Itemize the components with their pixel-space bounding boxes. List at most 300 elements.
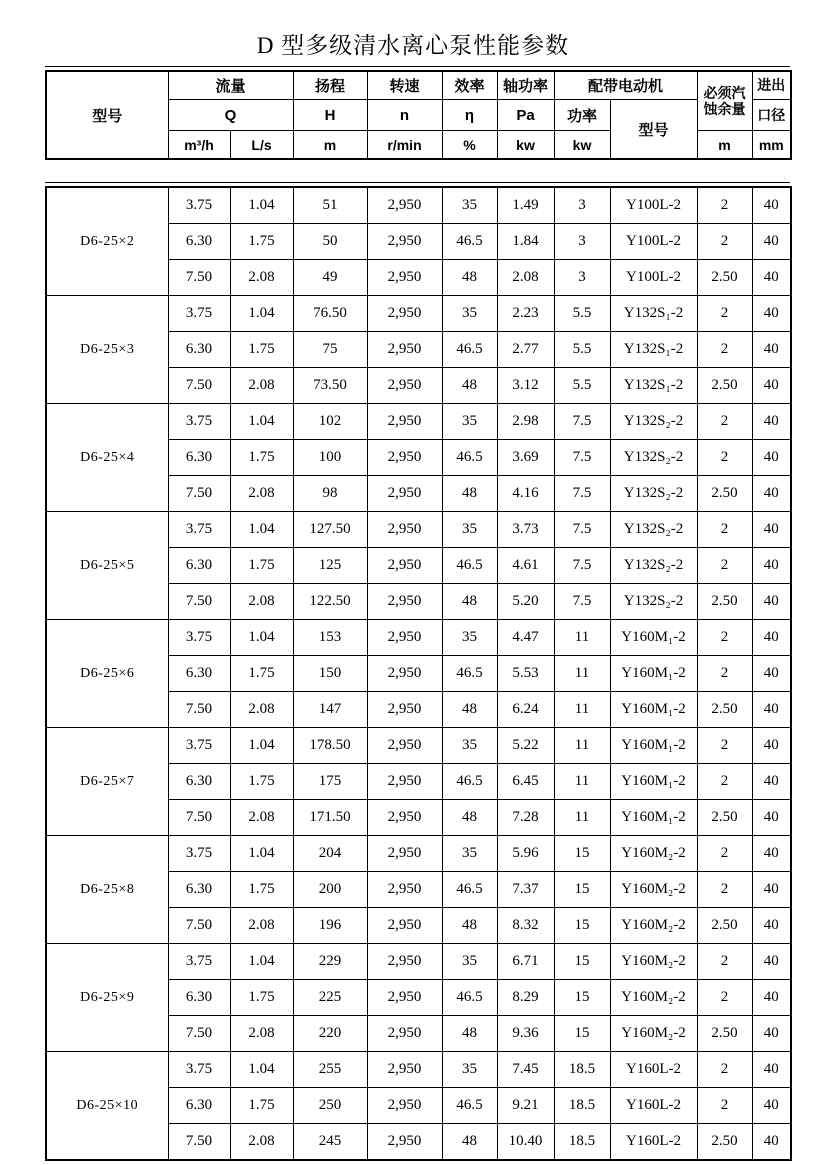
cell-flow-m3h: 3.75 [168, 1052, 230, 1088]
cell-flow-m3h: 7.50 [168, 908, 230, 944]
cell-head: 229 [293, 944, 367, 980]
npsh-label-line1: 必须汽 [703, 84, 746, 101]
cell-motor-power: 3 [554, 224, 610, 260]
cell-flow-m3h: 6.30 [168, 224, 230, 260]
cell-motor-model: Y160M₁-2 [610, 764, 697, 800]
page-title: D 型多级清水离心泵性能参数 [256, 33, 570, 58]
cell-dn: 40 [752, 656, 791, 692]
cell-dn: 40 [752, 404, 791, 440]
unit-shaft-power: kw [497, 131, 554, 160]
cell-motor-model: Y160L-2 [610, 1088, 697, 1124]
unit-npsh: m [697, 131, 752, 160]
cell-efficiency: 46.5 [442, 1088, 497, 1124]
cell-efficiency: 48 [442, 692, 497, 728]
cell-efficiency: 35 [442, 944, 497, 980]
cell-motor-power: 5.5 [554, 296, 610, 332]
cell-npsh: 2.50 [697, 476, 752, 512]
cell-flow-ls: 1.75 [230, 764, 293, 800]
cell-dn: 40 [752, 1052, 791, 1088]
header-row-1 [46, 71, 791, 100]
data-table-body [46, 187, 791, 1160]
cell-flow-ls: 1.75 [230, 1088, 293, 1124]
cell-head: 220 [293, 1016, 367, 1052]
cell-shaft-power: 7.37 [497, 872, 554, 908]
cell-head: 175 [293, 764, 367, 800]
cell-dn: 40 [752, 476, 791, 512]
cell-speed: 2,950 [367, 692, 442, 728]
cell-shaft-power: 6.71 [497, 944, 554, 980]
cell-efficiency: 35 [442, 296, 497, 332]
cell-flow-m3h: 7.50 [168, 260, 230, 296]
cell-speed: 2,950 [367, 440, 442, 476]
cell-motor-power: 15 [554, 944, 610, 980]
cell-efficiency: 35 [442, 512, 497, 548]
table-row [46, 512, 791, 548]
cell-motor-power: 18.5 [554, 1124, 610, 1161]
cell-shaft-power: 3.12 [497, 368, 554, 404]
cell-flow-ls: 1.75 [230, 224, 293, 260]
table-row [46, 404, 791, 440]
cell-motor-model: Y132S₂-2 [610, 512, 697, 548]
col-header-dn-diameter: 口径 [752, 100, 791, 131]
cell-head: 73.50 [293, 368, 367, 404]
cell-pump-model: D6-25×9 [46, 944, 168, 1052]
cell-npsh: 2 [697, 944, 752, 980]
cell-speed: 2,950 [367, 548, 442, 584]
table-row [46, 296, 791, 332]
cell-motor-power: 18.5 [554, 1052, 610, 1088]
cell-efficiency: 48 [442, 908, 497, 944]
unit-motor-power: kw [554, 131, 610, 160]
cell-efficiency: 35 [442, 1052, 497, 1088]
cell-head: 122.50 [293, 584, 367, 620]
cell-shaft-power: 7.28 [497, 800, 554, 836]
cell-efficiency: 46.5 [442, 548, 497, 584]
cell-flow-ls: 2.08 [230, 1124, 293, 1161]
cell-shaft-power: 4.61 [497, 548, 554, 584]
cell-flow-m3h: 3.75 [168, 512, 230, 548]
cell-flow-ls: 2.08 [230, 368, 293, 404]
cell-efficiency: 48 [442, 368, 497, 404]
cell-npsh: 2.50 [697, 584, 752, 620]
cell-efficiency: 48 [442, 260, 497, 296]
cell-flow-ls: 1.75 [230, 548, 293, 584]
cell-speed: 2,950 [367, 224, 442, 260]
cell-dn: 40 [752, 800, 791, 836]
cell-flow-m3h: 3.75 [168, 296, 230, 332]
cell-efficiency: 46.5 [442, 224, 497, 260]
cell-motor-power: 7.5 [554, 512, 610, 548]
cell-speed: 2,950 [367, 1124, 442, 1161]
cell-flow-m3h: 6.30 [168, 548, 230, 584]
symbol-efficiency: η [442, 100, 497, 131]
cell-motor-power: 11 [554, 656, 610, 692]
cell-flow-ls: 1.75 [230, 980, 293, 1016]
cell-dn: 40 [752, 332, 791, 368]
symbol-shaft-power: Pa [497, 100, 554, 131]
cell-pump-model: D6-25×3 [46, 296, 168, 404]
cell-flow-ls: 1.04 [230, 944, 293, 980]
cell-npsh: 2 [697, 656, 752, 692]
unit-speed: r/min [367, 131, 442, 160]
cell-motor-model: Y132S₂-2 [610, 548, 697, 584]
cell-flow-ls: 2.08 [230, 692, 293, 728]
cell-efficiency: 46.5 [442, 332, 497, 368]
cell-head: 76.50 [293, 296, 367, 332]
cell-speed: 2,950 [367, 908, 442, 944]
cell-shaft-power: 2.77 [497, 332, 554, 368]
cell-dn: 40 [752, 836, 791, 872]
cell-shaft-power: 5.20 [497, 584, 554, 620]
cell-head: 245 [293, 1124, 367, 1161]
cell-dn: 40 [752, 296, 791, 332]
cell-npsh: 2 [697, 764, 752, 800]
cell-speed: 2,950 [367, 728, 442, 764]
cell-shaft-power: 4.16 [497, 476, 554, 512]
cell-head: 49 [293, 260, 367, 296]
cell-speed: 2,950 [367, 656, 442, 692]
cell-motor-model: Y132S₁-2 [610, 332, 697, 368]
cell-shaft-power: 6.24 [497, 692, 554, 728]
table-row [46, 944, 791, 980]
cell-dn: 40 [752, 260, 791, 296]
cell-motor-model: Y160M₁-2 [610, 656, 697, 692]
cell-flow-ls: 1.04 [230, 296, 293, 332]
cell-flow-m3h: 7.50 [168, 800, 230, 836]
cell-head: 255 [293, 1052, 367, 1088]
cell-shaft-power: 9.36 [497, 1016, 554, 1052]
cell-motor-power: 7.5 [554, 584, 610, 620]
cell-flow-m3h: 7.50 [168, 476, 230, 512]
cell-motor-model: Y160M₂-2 [610, 872, 697, 908]
cell-flow-ls: 2.08 [230, 908, 293, 944]
cell-head: 98 [293, 476, 367, 512]
cell-flow-m3h: 6.30 [168, 872, 230, 908]
cell-npsh: 2 [697, 512, 752, 548]
col-header-npsh [697, 71, 752, 131]
cell-speed: 2,950 [367, 187, 442, 224]
cell-flow-ls: 1.04 [230, 620, 293, 656]
cell-npsh: 2.50 [697, 908, 752, 944]
cell-flow-m3h: 7.50 [168, 584, 230, 620]
cell-shaft-power: 9.21 [497, 1088, 554, 1124]
cell-pump-model: D6-25×10 [46, 1052, 168, 1161]
cell-flow-m3h: 7.50 [168, 1016, 230, 1052]
col-header-motor-model: 型号 [610, 100, 697, 160]
cell-npsh: 2 [697, 187, 752, 224]
cell-motor-model: Y160L-2 [610, 1124, 697, 1161]
cell-motor-model: Y100L-2 [610, 260, 697, 296]
cell-dn: 40 [752, 908, 791, 944]
unit-flow-ls: L/s [230, 131, 293, 160]
cell-motor-model: Y160M₁-2 [610, 692, 697, 728]
cell-motor-power: 5.5 [554, 332, 610, 368]
cell-dn: 40 [752, 620, 791, 656]
cell-motor-power: 3 [554, 187, 610, 224]
cell-motor-model: Y160L-2 [610, 1052, 697, 1088]
cell-flow-ls: 1.04 [230, 512, 293, 548]
col-header-efficiency: 效率 [442, 71, 497, 100]
cell-flow-ls: 1.04 [230, 836, 293, 872]
cell-efficiency: 35 [442, 836, 497, 872]
cell-pump-model: D6-25×6 [46, 620, 168, 728]
cell-speed: 2,950 [367, 980, 442, 1016]
cell-speed: 2,950 [367, 1052, 442, 1088]
cell-shaft-power: 10.40 [497, 1124, 554, 1161]
cell-motor-power: 15 [554, 908, 610, 944]
cell-npsh: 2 [697, 332, 752, 368]
cell-dn: 40 [752, 728, 791, 764]
cell-head: 125 [293, 548, 367, 584]
cell-speed: 2,950 [367, 1088, 442, 1124]
col-header-shaft-power: 轴功率 [497, 71, 554, 100]
cell-dn: 40 [752, 584, 791, 620]
cell-head: 178.50 [293, 728, 367, 764]
cell-efficiency: 35 [442, 187, 497, 224]
cell-motor-model: Y160M₁-2 [610, 728, 697, 764]
cell-motor-power: 15 [554, 1016, 610, 1052]
cell-motor-power: 11 [554, 764, 610, 800]
cell-shaft-power: 6.45 [497, 764, 554, 800]
cell-motor-power: 11 [554, 800, 610, 836]
cell-efficiency: 46.5 [442, 872, 497, 908]
cell-flow-ls: 1.04 [230, 728, 293, 764]
cell-head: 147 [293, 692, 367, 728]
cell-npsh: 2 [697, 224, 752, 260]
cell-dn: 40 [752, 944, 791, 980]
cell-dn: 40 [752, 872, 791, 908]
cell-shaft-power: 1.84 [497, 224, 554, 260]
cell-npsh: 2.50 [697, 260, 752, 296]
cell-motor-power: 11 [554, 620, 610, 656]
cell-speed: 2,950 [367, 764, 442, 800]
table-container [45, 66, 790, 1161]
cell-flow-ls: 1.04 [230, 187, 293, 224]
cell-flow-m3h: 3.75 [168, 404, 230, 440]
cell-flow-ls: 1.04 [230, 404, 293, 440]
cell-motor-model: Y100L-2 [610, 187, 697, 224]
cell-motor-power: 11 [554, 692, 610, 728]
cell-flow-ls: 1.75 [230, 440, 293, 476]
cell-efficiency: 46.5 [442, 980, 497, 1016]
cell-flow-ls: 1.75 [230, 656, 293, 692]
cell-efficiency: 48 [442, 476, 497, 512]
cell-head: 100 [293, 440, 367, 476]
cell-speed: 2,950 [367, 836, 442, 872]
cell-motor-model: Y160M₂-2 [610, 980, 697, 1016]
cell-flow-ls: 2.08 [230, 800, 293, 836]
cell-shaft-power: 3.73 [497, 512, 554, 548]
col-header-motor-group: 配带电动机 [554, 71, 697, 100]
cell-pump-model: D6-25×7 [46, 728, 168, 836]
cell-efficiency: 46.5 [442, 764, 497, 800]
cell-npsh: 2.50 [697, 692, 752, 728]
header-table [45, 70, 792, 160]
cell-head: 204 [293, 836, 367, 872]
cell-speed: 2,950 [367, 404, 442, 440]
table-row [46, 620, 791, 656]
cell-efficiency: 48 [442, 1124, 497, 1161]
cell-pump-model: D6-25×5 [46, 512, 168, 620]
cell-dn: 40 [752, 368, 791, 404]
cell-flow-ls: 2.08 [230, 1016, 293, 1052]
cell-shaft-power: 2.23 [497, 296, 554, 332]
cell-speed: 2,950 [367, 620, 442, 656]
cell-flow-m3h: 7.50 [168, 1124, 230, 1161]
cell-pump-model: D6-25×2 [46, 187, 168, 296]
cell-shaft-power: 2.98 [497, 404, 554, 440]
cell-flow-ls: 1.04 [230, 1052, 293, 1088]
symbol-head: H [293, 100, 367, 131]
cell-npsh: 2.50 [697, 1016, 752, 1052]
cell-pump-model: D6-25×8 [46, 836, 168, 944]
cell-motor-power: 7.5 [554, 548, 610, 584]
cell-shaft-power: 1.49 [497, 187, 554, 224]
cell-motor-power: 15 [554, 836, 610, 872]
cell-dn: 40 [752, 980, 791, 1016]
cell-dn: 40 [752, 440, 791, 476]
cell-flow-m3h: 6.30 [168, 980, 230, 1016]
data-table [45, 186, 792, 1161]
col-header-speed: 转速 [367, 71, 442, 100]
cell-flow-m3h: 7.50 [168, 692, 230, 728]
cell-head: 153 [293, 620, 367, 656]
cell-motor-power: 7.5 [554, 476, 610, 512]
cell-flow-m3h: 3.75 [168, 187, 230, 224]
cell-head: 225 [293, 980, 367, 1016]
cell-motor-model: Y160M₁-2 [610, 800, 697, 836]
cell-efficiency: 35 [442, 404, 497, 440]
cell-head: 75 [293, 332, 367, 368]
cell-head: 127.50 [293, 512, 367, 548]
cell-head: 171.50 [293, 800, 367, 836]
cell-head: 250 [293, 1088, 367, 1124]
cell-speed: 2,950 [367, 512, 442, 548]
cell-efficiency: 48 [442, 1016, 497, 1052]
cell-motor-model: Y160M₂-2 [610, 944, 697, 980]
cell-speed: 2,950 [367, 584, 442, 620]
cell-npsh: 2 [697, 836, 752, 872]
cell-speed: 2,950 [367, 944, 442, 980]
cell-motor-model: Y132S₂-2 [610, 440, 697, 476]
cell-dn: 40 [752, 692, 791, 728]
cell-dn: 40 [752, 187, 791, 224]
cell-npsh: 2 [697, 872, 752, 908]
cell-npsh: 2 [697, 404, 752, 440]
cell-shaft-power: 8.29 [497, 980, 554, 1016]
cell-npsh: 2 [697, 980, 752, 1016]
table-row [46, 728, 791, 764]
table-row [46, 1052, 791, 1088]
col-header-flow: 流量 [168, 71, 293, 100]
cell-head: 51 [293, 187, 367, 224]
cell-efficiency: 46.5 [442, 656, 497, 692]
cell-flow-ls: 1.75 [230, 332, 293, 368]
cell-motor-model: Y100L-2 [610, 224, 697, 260]
col-header-motor-power: 功率 [554, 100, 610, 131]
cell-shaft-power: 5.53 [497, 656, 554, 692]
cell-npsh: 2.50 [697, 800, 752, 836]
cell-head: 150 [293, 656, 367, 692]
cell-speed: 2,950 [367, 260, 442, 296]
cell-dn: 40 [752, 764, 791, 800]
cell-dn: 40 [752, 1124, 791, 1161]
cell-motor-model: Y160M₁-2 [610, 620, 697, 656]
cell-dn: 40 [752, 1088, 791, 1124]
cell-efficiency: 35 [442, 620, 497, 656]
cell-npsh: 2 [697, 1088, 752, 1124]
cell-pump-model: D6-25×4 [46, 404, 168, 512]
cell-motor-model: Y132S₁-2 [610, 368, 697, 404]
cell-flow-m3h: 6.30 [168, 764, 230, 800]
cell-motor-model: Y132S₂-2 [610, 476, 697, 512]
cell-efficiency: 35 [442, 728, 497, 764]
cell-flow-m3h: 3.75 [168, 944, 230, 980]
cell-flow-m3h: 3.75 [168, 728, 230, 764]
section-gap [45, 160, 790, 182]
cell-motor-model: Y132S₂-2 [610, 404, 697, 440]
cell-motor-power: 15 [554, 980, 610, 1016]
cell-motor-model: Y132S₂-2 [610, 584, 697, 620]
cell-flow-m3h: 7.50 [168, 368, 230, 404]
cell-efficiency: 48 [442, 800, 497, 836]
cell-head: 102 [293, 404, 367, 440]
cell-flow-m3h: 3.75 [168, 836, 230, 872]
unit-dn: mm [752, 131, 791, 160]
cell-flow-ls: 2.08 [230, 584, 293, 620]
cell-dn: 40 [752, 512, 791, 548]
cell-npsh: 2 [697, 620, 752, 656]
cell-motor-model: Y132S₁-2 [610, 296, 697, 332]
cell-speed: 2,950 [367, 800, 442, 836]
cell-dn: 40 [752, 548, 791, 584]
cell-flow-m3h: 6.30 [168, 656, 230, 692]
cell-motor-power: 7.5 [554, 404, 610, 440]
cell-speed: 2,950 [367, 1016, 442, 1052]
unit-efficiency: % [442, 131, 497, 160]
cell-motor-power: 3 [554, 260, 610, 296]
symbol-speed: n [367, 100, 442, 131]
symbol-flow: Q [168, 100, 293, 131]
cell-motor-model: Y160M₂-2 [610, 908, 697, 944]
cell-efficiency: 48 [442, 584, 497, 620]
cell-npsh: 2 [697, 1052, 752, 1088]
cell-npsh: 2.50 [697, 1124, 752, 1161]
cell-shaft-power: 3.69 [497, 440, 554, 476]
cell-dn: 40 [752, 224, 791, 260]
unit-flow-m3h: m³/h [168, 131, 230, 160]
cell-efficiency: 46.5 [442, 440, 497, 476]
cell-speed: 2,950 [367, 296, 442, 332]
cell-speed: 2,950 [367, 476, 442, 512]
cell-head: 50 [293, 224, 367, 260]
cell-flow-ls: 2.08 [230, 476, 293, 512]
cell-flow-m3h: 3.75 [168, 620, 230, 656]
cell-shaft-power: 7.45 [497, 1052, 554, 1088]
cell-flow-m3h: 6.30 [168, 1088, 230, 1124]
cell-shaft-power: 5.96 [497, 836, 554, 872]
cell-flow-ls: 2.08 [230, 260, 293, 296]
cell-dn: 40 [752, 1016, 791, 1052]
npsh-label-line2: 蚀余量 [703, 101, 746, 117]
cell-npsh: 2 [697, 728, 752, 764]
cell-motor-power: 18.5 [554, 1088, 610, 1124]
cell-head: 200 [293, 872, 367, 908]
col-header-dn-inout: 进出 [752, 71, 791, 100]
cell-npsh: 2 [697, 296, 752, 332]
table-row [46, 187, 791, 224]
cell-shaft-power: 5.22 [497, 728, 554, 764]
